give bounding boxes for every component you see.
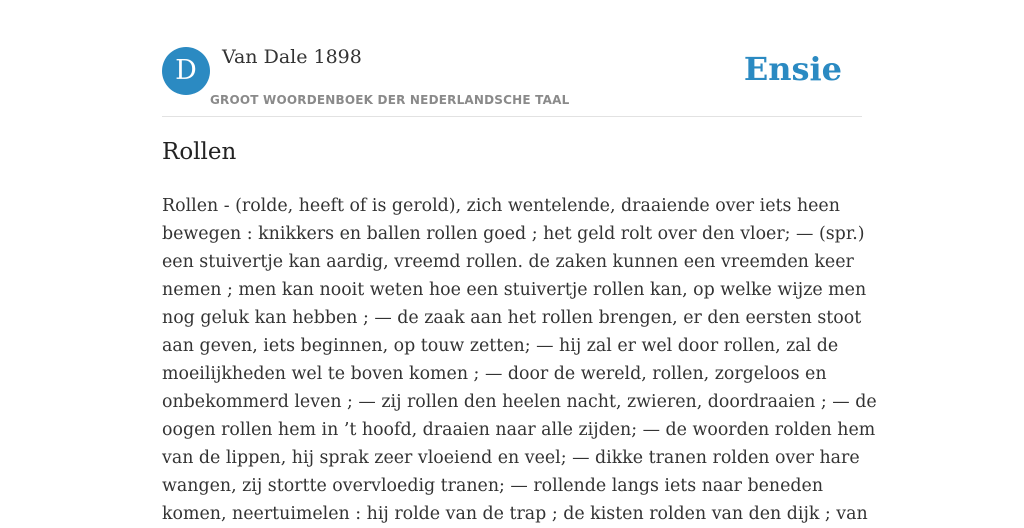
ensie-logo-link[interactable]: Ensie (743, 50, 842, 88)
definition-line: wangen, zij stortte overvloedig tranen; — rollende langs iets naar beneden (162, 476, 824, 496)
definition-line: komen, neertuimelen : hij rolde van de trap ; de kisten rolden van den dijk ; van (162, 504, 868, 524)
source-title[interactable]: Van Dale 1898 (222, 46, 362, 68)
definition-line: bewegen : knikkers en ballen rollen goed ; het geld rolt over den vloer; — (spr.) (162, 224, 865, 244)
source-subtitle: GROOT WOORDENBOEK DER NEDERLANDSCHE TAAL (210, 93, 570, 107)
definition-line: nog geluk kan hebben ; — de zaak aan het rollen brengen, er den eersten stoot (162, 308, 862, 328)
source-avatar: D (162, 47, 210, 95)
definition-line: moeilijkheden wel te boven komen ; — door de wereld, rollen, zorgeloos en (162, 364, 827, 384)
definition-line: onbekommerd leven ; — zij rollen den heelen nacht, zwieren, doordraaien ; — de (162, 392, 877, 412)
definition-line: oogen rollen hem in ’t hoofd, draaien naar alle zijden; — de woorden rolden hem (162, 420, 876, 440)
entry-definition (162, 192, 877, 528)
definition-line: een stuivertje kan aardig, vreemd rollen. de zaken kunnen een vreemden keer (162, 252, 854, 272)
definition-line: Rollen - (rolde, heeft of is gerold), zich wentelende, draaiende over iets heen (162, 196, 840, 216)
entry-title: Rollen (162, 139, 237, 165)
definition-line: nemen ; men kan nooit weten hoe een stuivertje rollen kan, op welke wijze men (162, 280, 867, 300)
source-header (162, 40, 862, 117)
definition-line: aan geven, iets beginnen, op touw zetten; — hij zal er wel door rollen, zal de (162, 336, 839, 356)
definition-line: van de lippen, hij sprak zeer vloeiend en veel; — dikke tranen rolden over hare (162, 448, 860, 468)
